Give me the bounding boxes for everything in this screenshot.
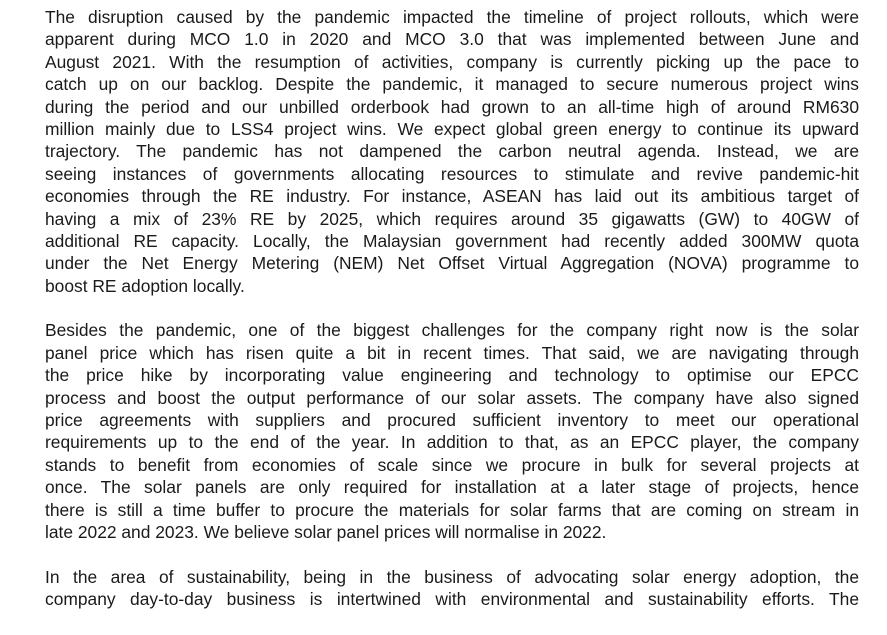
text-line: once. The solar panels are only required for installation at a later stage of projects, hence xyxy=(45,477,859,498)
text-line: boost RE adoption locally. xyxy=(45,275,245,296)
text-line: during the period and our unbilled orderbook had grown to an all-time high of around RM630 xyxy=(45,96,859,117)
text-line: under the Net Energy Metering (NEM) Net Offset Virtual Aggregation (NOVA) programme to xyxy=(45,253,859,274)
paragraph-pandemic-impact xyxy=(45,6,859,297)
text-line: requirements up to the end of the year. In addition to that, as an EPCC player, the company xyxy=(45,432,859,453)
text-line: panel price which has risen quite a bit in recent times. That said, we are navigating through xyxy=(45,342,859,363)
text-line: economies through the RE industry. For instance, ASEAN has laid out its ambitious target of xyxy=(45,186,859,207)
text-line: stands to benefit from economies of scale since we procure in bulk for several projects at xyxy=(45,454,859,475)
text-line: million mainly due to LSS4 project wins. We expect global green energy to continue its upward xyxy=(45,118,859,139)
text-line: Besides the pandemic, one of the biggest challenges for the company right now is the solar xyxy=(45,320,859,341)
text-line: trajectory. The pandemic has not dampened the carbon neutral agenda. Instead, we are xyxy=(45,141,859,162)
paragraph-sustainability xyxy=(45,566,859,611)
document-page xyxy=(45,6,859,633)
text-line: seeing instances of governments allocating resources to stimulate and revive pandemic-hit xyxy=(45,163,859,184)
text-line: additional RE capacity. Locally, the Malaysian government had recently added 300MW quota xyxy=(45,230,859,251)
text-line: August 2021. With the resumption of activities, company is currently picking up the pace to xyxy=(45,51,859,72)
text-line: price agreements with suppliers and procured sufficient inventory to meet our operational xyxy=(45,410,859,431)
text-line: process and boost the output performance of our solar assets. The company have also signed xyxy=(45,387,859,408)
text-line: The disruption caused by the pandemic impacted the timeline of project rollouts, which were xyxy=(45,7,859,27)
text-line: the price hike by incorporating value engineering and technology to optimise our EPCC xyxy=(45,365,859,386)
text-line: catch up on our backlog. Despite the pandemic, it managed to secure numerous project wins xyxy=(45,74,859,95)
text-line: late 2022 and 2023. We believe solar panel prices will normalise in 2022. xyxy=(45,521,607,542)
text-line: In the area of sustainability, being in the business of advocating solar energy adoption, the xyxy=(45,566,859,587)
text-line: apparent during MCO 1.0 in 2020 and MCO 3.0 that was implemented between June and xyxy=(45,29,859,50)
text-line: there is still a time buffer to procure the materials for solar farms that are coming on stream in xyxy=(45,499,859,520)
paragraph-solar-panel-prices xyxy=(45,319,859,543)
text-line: company day-to-day business is intertwined with environmental and sustainability efforts. The xyxy=(45,589,859,610)
text-line: having a mix of 23% RE by 2025, which requires around 35 gigawatts (GW) to 40GW of xyxy=(45,208,859,229)
